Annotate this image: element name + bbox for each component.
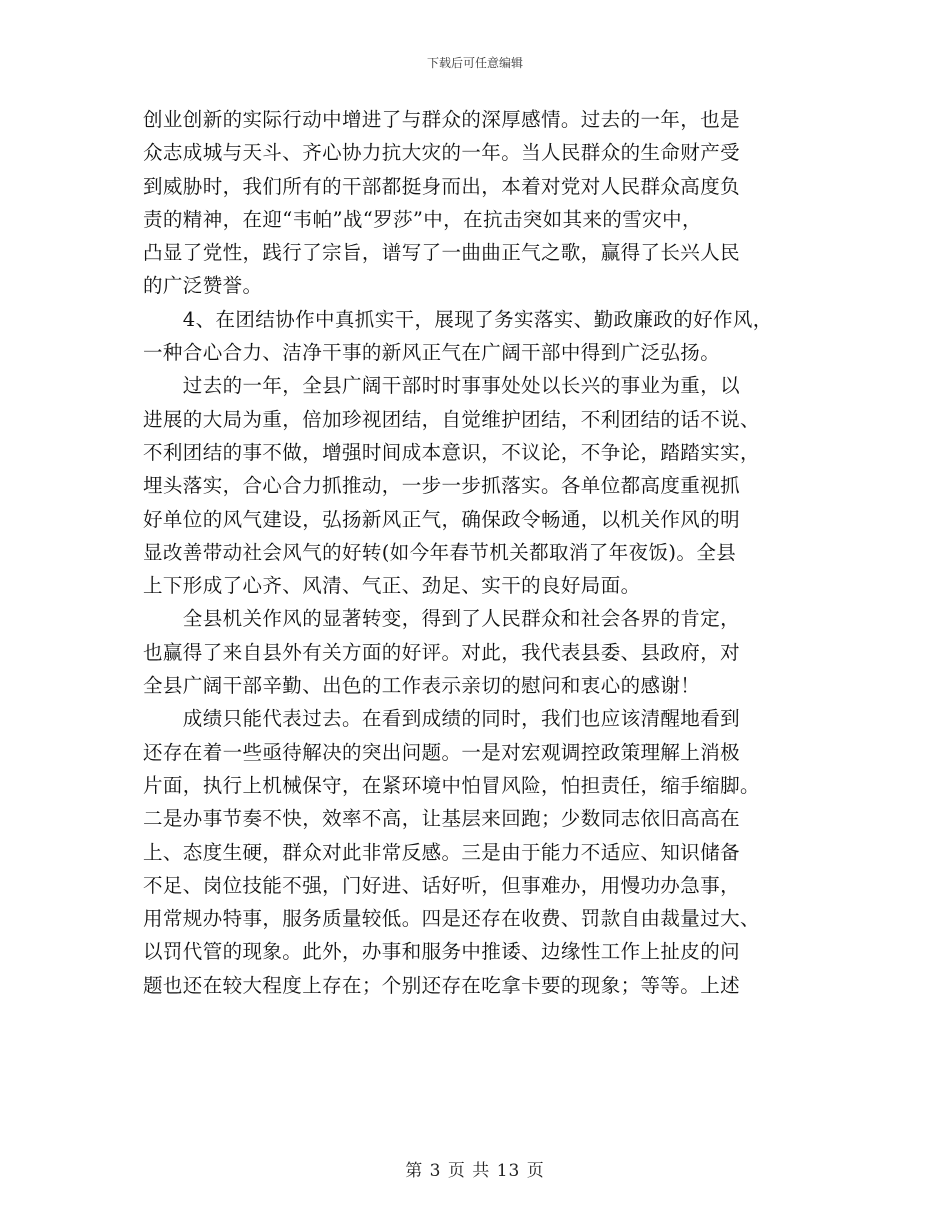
text-line: 也赢得了来自县外有关方面的好评。对此，我代表县委、县政府，对 — [143, 640, 741, 664]
text-line: 不足、岗位技能不强，门好进、话好听，但事难办，用慢功办急事， — [143, 873, 741, 897]
body-text — [143, 103, 815, 1002]
text-line: 的广泛赞誉。 — [143, 274, 263, 298]
text-line: 用常规办特事，服务质量较低。四是还存在收费、罚款自由裁量过大、 — [143, 907, 760, 931]
text-line: 显改善带动社会风气的好转(如今年春节机关都取消了年夜饭)。全县 — [143, 540, 737, 564]
text-line: 题也还在较大程度上存在；个别还存在吃拿卡要的现象；等等。上述 — [143, 973, 741, 997]
text-line: 全县广阔干部辛勤、出色的工作表示亲切的慰问和衷心的感谢！ — [143, 674, 701, 698]
text-line: 二是办事节奏不快，效率不高，让基层来回跑；少数同志依旧高高在 — [143, 807, 741, 831]
text-line: 以罚代管的现象。此外，办事和服务中推诿、边缘性工作上扯皮的问 — [143, 940, 741, 964]
text-line: 到威胁时，我们所有的干部都挺身而出，本着对党对人民群众高度负 — [143, 174, 741, 198]
text-line: 还存在着一些亟待解决的突出问题。一是对宏观调控政策理解上消极 — [143, 740, 741, 764]
text-line: 上下形成了心齐、风清、气正、劲足、实干的良好局面。 — [143, 574, 641, 598]
page-number: 第 3 页 共 13 页 — [405, 1161, 545, 1181]
text-line: 4、在团结协作中真抓实干，展现了务实落实、勤政廉政的好作风， — [143, 307, 773, 331]
text-line: 好单位的风气建设，弘扬新风正气，确保政令畅通，以机关作风的明 — [143, 507, 741, 531]
text-line: 成绩只能代表过去。在看到成绩的同时，我们也应该清醒地看到 — [143, 707, 741, 731]
text-line: 片面，执行上机械保守，在紧环境中怕冒风险，怕担责任，缩手缩脚。 — [143, 773, 760, 797]
text-line: 众志成城与天斗、齐心协力抗大灾的一年。当人民群众的生命财产受 — [143, 141, 741, 165]
text-line: 一种合心合力、洁净干事的新风正气在广阔干部中得到广泛弘扬。 — [143, 341, 721, 365]
page-header: 下载后可任意编辑 — [426, 56, 523, 70]
text-line: 进展的大局为重，倍加珍视团结，自觉维护团结，不利团结的话不说、 — [143, 407, 760, 431]
text-line: 全县机关作风的显著转变，得到了人民群众和社会各界的肯定， — [143, 607, 741, 631]
text-line: 凸显了党性，践行了宗旨，谱写了一曲曲正气之歌，赢得了长兴人民 — [143, 241, 741, 265]
text-line: 过去的一年，全县广阔干部时时事事处处以长兴的事业为重，以 — [143, 374, 741, 398]
text-line: 上、态度生硬，群众对此非常反感。三是由于能力不适应、知识储备 — [143, 840, 741, 864]
text-line: 创业创新的实际行动中增进了与群众的深厚感情。过去的一年，也是 — [143, 108, 741, 131]
text-line: 责的精神，在迎“韦帕”战“罗莎”中，在抗击突如其来的雪灾中， — [143, 207, 702, 231]
text-line: 不利团结的事不做，增强时间成本意识，不议论，不争论，踏踏实实， — [143, 440, 760, 464]
text-line: 埋头落实，合心合力抓推动，一步一步抓落实。各单位都高度重视抓 — [143, 474, 741, 498]
